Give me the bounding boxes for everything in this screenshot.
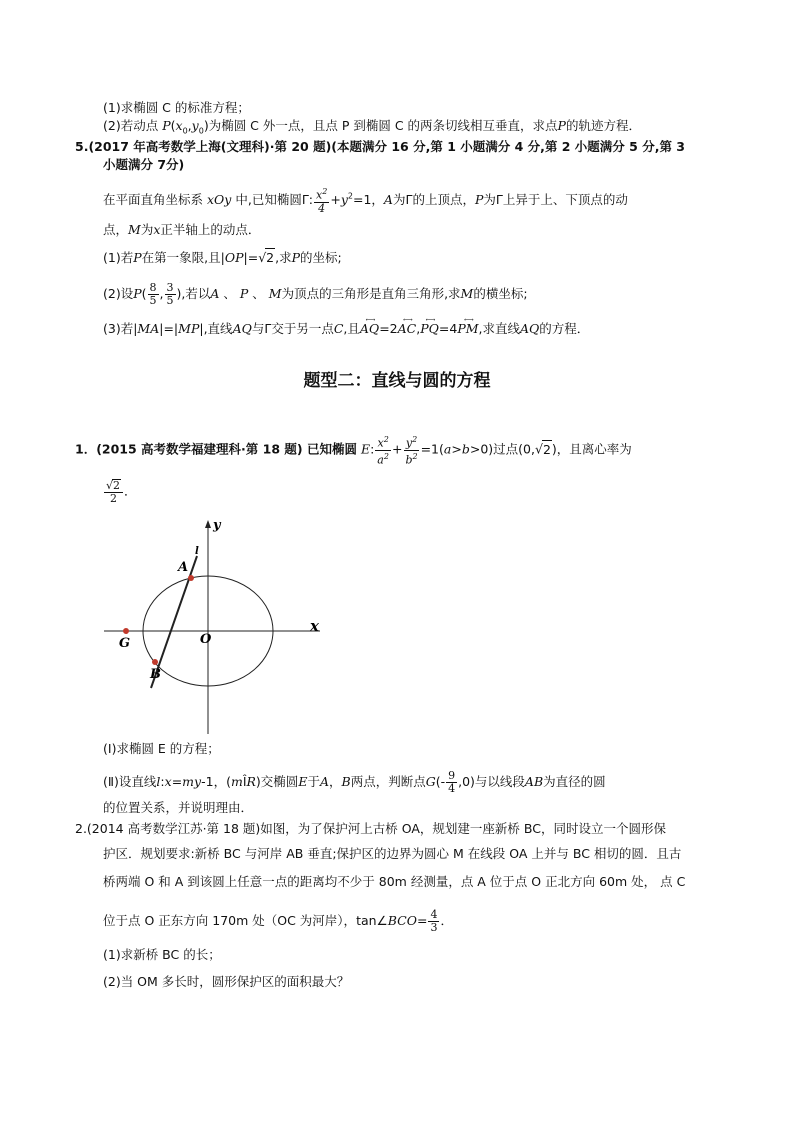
p1-stem: 1．(2015 高考数学福建理科·第 18 题) 已知椭圆 E: $\frac{x^2}{a^2}$ + $\frac{y^2}{b^2}$ =1(a>b>0)过点(0,√2)，且离心率为 (75, 435, 632, 467)
p2-q2: (2)当 OM 多长时，圆形保护区的面积最大？ (103, 974, 350, 989)
prev-q1: (1)求椭圆 C 的标准方程； (103, 100, 250, 115)
p2-line1: 2.(2014 高考数学江苏·第 18 题)如图，为了保护河上古桥 OA，规划建一座新桥 BC，同时设立一个圆形保 (75, 821, 666, 836)
p2-line3: 桥两端 O 和 A 到该圆上任意一点的距离均不少于 80m 经测量，点 A 位于点 O 正北方向 60m 处， 点 C (103, 874, 686, 889)
point-g-label: G (119, 636, 131, 651)
p5-stem-line2: 点，M为x正半轴上的动点． (103, 222, 261, 237)
point-b-label: B (150, 667, 161, 682)
p5-q3: (3)若|MA|=|MP|,直线AQ与Γ交于另一点C,且←→ AQ=2←→ AC,←→ PQ=4←→ PM,求直线AQ的方程． (103, 320, 589, 338)
p1-q2: (Ⅱ)设直线l:x=my-1，(mÎR)交椭圆E于A，B两点，判断点G(- $\frac{9}{4}$ ,0)与以线段AB为直径的圆 (103, 769, 606, 795)
p5-stem-line1: 在平面直角坐标系 xOy 中,已知椭圆Γ: $\frac{x^2}{4}$ $+y^2=1$，A为Γ的上顶点，P为Γ上异于上、下顶点的动 (103, 187, 628, 215)
p2-q1: (1)求新桥 BC 的长； (103, 947, 221, 962)
p5-header-line1: 5.(2017 年高考数学上海(文理科)·第 20 题)(本题满分 16 分,第 1 小题满分 4 分,第 2 小题满分 5 分,第 3 (75, 139, 685, 154)
ellipse-figure (100, 516, 330, 738)
point-a-label: A (178, 560, 189, 575)
line-l-label: l (195, 546, 199, 557)
section-title: 题型二：直线与圆的方程 (303, 371, 491, 391)
axis-label-y: y (213, 518, 221, 533)
p5-q2: (2)设P( $\frac{8}{5}$ , $\frac{3}{5}$ ),若以A 、 P 、 M为顶点的三角形是直角三角形,求M的横坐标; (103, 281, 528, 307)
p1-q1: (Ⅰ)求椭圆 E 的方程； (103, 741, 220, 756)
p5-header-line2: 小题满分 7分) (103, 157, 185, 172)
p2-line2: 护区．规划要求:新桥 BC 与河岸 AB 垂直;保护区的边界为圆心 M 在线段 OA 上并与 BC 相切的圆．且古 (103, 846, 682, 861)
p1-q2-line2: 的位置关系，并说明理由． (103, 800, 254, 815)
y-axis-arrow (205, 520, 211, 528)
origin-label: O (200, 632, 212, 647)
p1-eccentricity: $\frac{√2}{2}$ ． (106, 479, 137, 505)
point-g-marker (123, 628, 129, 634)
axis-label-x: x (310, 617, 319, 635)
point-b-marker (152, 659, 158, 665)
p5-q1: (1)若P在第一象限,且|OP|=√2,求P的坐标; (103, 250, 342, 265)
p2-line4: 位于点 O 正东方向 170m 处（OC 为河岸），tan∠BCO= $\frac{4}{3}$ ． (103, 908, 453, 934)
prev-q2: (2)若动点 $P(x_0,y_0)$为椭圆 C 外一点，且点 P 到椭圆 C 的两条切线相互垂直，求点P的轨迹方程． (103, 118, 641, 136)
point-a-marker (188, 575, 194, 581)
